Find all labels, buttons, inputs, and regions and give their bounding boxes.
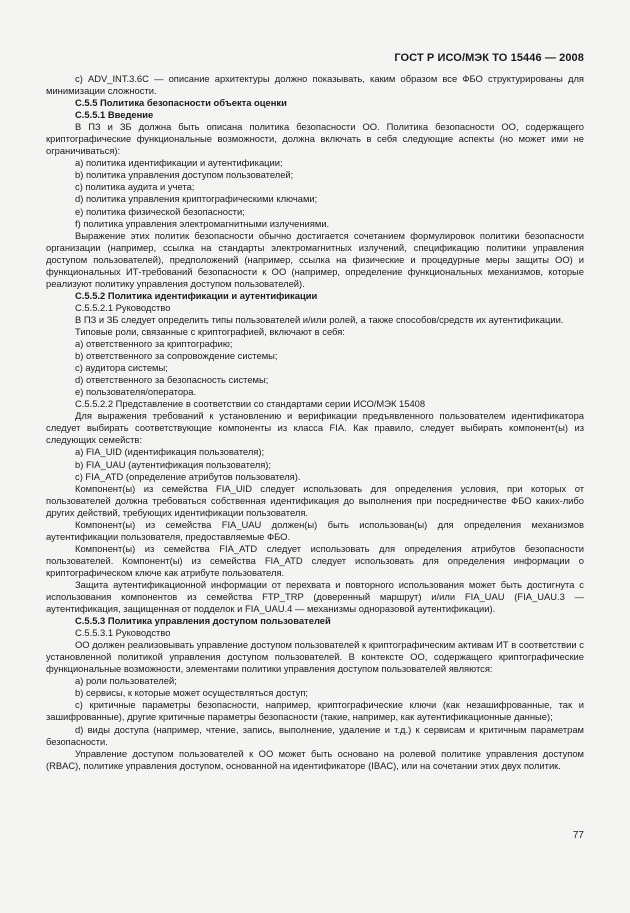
list-item: a) политика идентификации и аутентификации; [75, 157, 283, 169]
paragraph: Управление доступом пользователей к ОО может быть основано на ролевой политике управления доступом (RBAC), политике управления доступом, основанной на идентификаторе (IBAC), или на сочетании этих двух политик. [46, 747, 584, 771]
page-number: 77 [572, 830, 584, 841]
section-heading: C.5.5 Политика безопасности объекта оценки [75, 97, 287, 109]
section-heading: C.5.5.1 Введение [75, 109, 154, 121]
list-item: b) сервисы, к которые может осуществляться доступ; [75, 687, 309, 699]
list-item: f) политика управления электромагнитными излучениями. [75, 217, 330, 229]
list-item: d) ответственного за безопасность системы; [75, 374, 269, 386]
list-item: c) политика аудита и учета; [75, 181, 195, 193]
paragraph: Компонент(ы) из семейства FIA_UID следует использовать для определения условия, при которых от пользователей должна требоваться собственная идентификация до выполнения при посредничестве ФБО каких-либо других действий, требующих идентификации пользователя. [46, 482, 584, 518]
paragraph: C.5.5.2.2 Представление в соответствии со стандартами серии ИСО/МЭК 15408 [75, 398, 426, 410]
paragraph: c) критичные параметры безопасности, например, криптографические ключи (как незашифрованные, так и зашифрованные), другие критичные параметры безопасности (такие, например, как аутентификационные данные); [46, 699, 584, 723]
paragraph: Компонент(ы) из семейства FIA_ATD следует использовать для определения атрибутов безопасности пользователей. Компонент(ы) из семейства FIA_ATD следует использовать для определения информации о криптографическом ключе как атрибуте пользователя. [46, 542, 584, 578]
list-item: a) ответственного за криптографию; [75, 338, 233, 350]
paragraph: В ПЗ и ЗБ должна быть описана политика безопасности ОО. Политика безопасности ОО, содержащего криптографические функциональные возможности, должна включать в себя следующие аспекты (но может ими не ограничиваться): [46, 121, 584, 157]
list-item: a) FIA_UID (идентификация пользователя); [75, 446, 265, 458]
list-item: e) пользователя/оператора. [75, 386, 197, 398]
paragraph: В ПЗ и ЗБ следует определить типы пользователей и/или ролей, а также способов/средств их аутентификации. [75, 313, 564, 325]
paragraph: Выражение этих политик безопасности обычно достигается сочетанием формулировок политики безопасности организации (например, ссылка на стандарты электромагнитных излучений, спецификацию политики управления доступом пользователей), предположений (например, ссылка на физические и процедурные меры защиты ОО) и функциональных ИТ-требований безопасности к ОО (например, определение функциональных механизмов, которые реализуют политику управления доступом пользователей). [46, 229, 584, 289]
paragraph: Для выражения требований к установлению и верификации предъявленного пользователем идентификатора следует выбирать соответствующие компоненты из класса FIA. Как правило, следует выбирать компонент(ы) из следующих семейств: [46, 410, 584, 446]
paragraph: ОО должен реализовывать управление доступом пользователей к криптографическим активам ИТ в соответствии с установленной политикой управления доступом пользователей. В контексте ОО, содержащего криптографические функциональные возможности, элементами политики управления доступом пользователей являются: [46, 639, 584, 675]
list-item: b) политика управления доступом пользователей; [75, 169, 294, 181]
paragraph: d) виды доступа (например, чтение, запись, выполнение, удаление и т.д.) к сервисам и критичным параметрам безопасности. [46, 723, 584, 747]
document-body [46, 73, 584, 772]
list-item: b) FIA_UAU (аутентификация пользователя); [75, 458, 272, 470]
paragraph: с) ADV_INT.3.6C — описание архитектуры должно показывать, каким образом все ФБО структурированы для минимизации сложности. [46, 73, 584, 97]
section-heading: C.5.5.2 Политика идентификации и аутентификации [75, 289, 318, 301]
paragraph: Типовые роли, связанные с криптографией, включают в себя: [75, 325, 345, 337]
list-item: c) аудитора системы; [75, 362, 168, 374]
list-item: d) политика управления криптографическими ключами; [75, 193, 318, 205]
list-item: b) ответственного за сопровождение системы; [75, 350, 278, 362]
list-item: a) роли пользователей; [75, 675, 177, 687]
paragraph: C.5.5.2.1 Руководство [75, 301, 171, 313]
paragraph: Защита аутентификационной информации от перехвата и повторного использования может быть достигнута с использования компонентов из семейства FTP_TRP (доверенный маршрут) и/или FIA_UAU (FIA_UAU.3 — аутентификация, защищенная от подделок и FIA_UAU.4 — механизмы одноразовой аутентификации). [46, 578, 584, 615]
paragraph: C.5.5.3.1 Руководство [75, 627, 171, 639]
list-item: e) политика физической безопасности; [75, 205, 245, 217]
list-item: c) FIA_ATD (определение атрибутов пользователя). [75, 470, 301, 482]
document-header: ГОСТ Р ИСО/МЭК ТО 15446 — 2008 [394, 52, 584, 64]
section-heading: C.5.5.3 Политика управления доступом пользователей [75, 615, 331, 627]
paragraph: Компонент(ы) из семейства FIA_UAU должен(ы) быть использован(ы) для определения механизмов аутентификации пользователя, предоставляемые ФБО. [46, 518, 584, 542]
